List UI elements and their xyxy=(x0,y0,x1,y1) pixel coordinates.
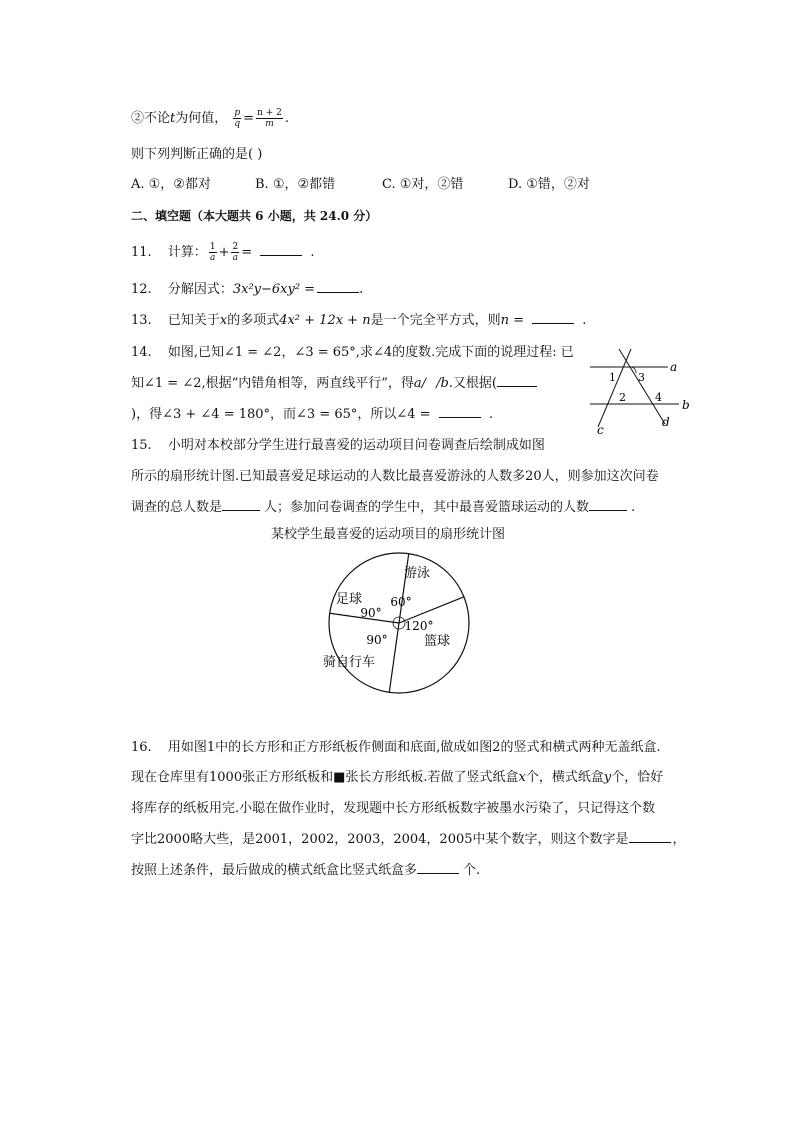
equals-sign: = xyxy=(243,111,255,126)
fraction-n-plus-2-over-m xyxy=(256,108,283,129)
q10-statement-2 xyxy=(131,108,289,129)
q10-mid-text: 为何值， xyxy=(175,111,228,126)
q15-line-1 xyxy=(131,436,545,456)
q16-text-5a: 按照上述条件，最后做成的横式纸盒比竖式纸盒多 xyxy=(131,863,418,878)
option-b[interactable]: B. ①，②都错 xyxy=(255,177,336,192)
q15-text-3a: 调查的总人数是 xyxy=(131,500,223,515)
q16-line-1 xyxy=(131,738,661,758)
q14-line-2 xyxy=(131,374,537,394)
q11 xyxy=(131,242,315,263)
pie-slice-label: 足球 xyxy=(335,592,363,607)
q16-number-blank[interactable] xyxy=(629,830,671,843)
fraction-p-over-q xyxy=(233,108,241,129)
q16-line-3: 将库存的纸板用完.小聪在做作业时，发现题中长方形纸板数字被墨水污染了，只记得这个数 xyxy=(131,801,656,816)
option-a[interactable]: A. ①，②都对 xyxy=(131,177,211,192)
pie-angle-label: 60° xyxy=(390,595,412,609)
pie-angle-label: 90° xyxy=(360,606,382,620)
q14-line-3 xyxy=(131,405,493,425)
frac-den: a xyxy=(232,253,239,263)
frac-num: 1 xyxy=(209,242,216,252)
option-c[interactable]: C. ①对，②错 xyxy=(382,177,464,192)
pie-slice-label: 骑自行车 xyxy=(322,655,376,670)
q14-parallel-lines-figure xyxy=(584,344,694,434)
q12-prefix: 分解因式： xyxy=(167,282,233,297)
q10-var-t: t xyxy=(170,111,176,126)
frac-den: m xyxy=(265,119,274,129)
frac-num: p xyxy=(234,108,241,118)
q15-basketball-blank[interactable] xyxy=(589,498,627,511)
plus-sign: + xyxy=(218,245,230,260)
pie-slice-label: 游泳 xyxy=(403,566,431,581)
q14-text-1: 如图,已知∠1 = ∠2，∠3 = 65°,求∠4的度数.完成下面的说理过程: 已 xyxy=(167,345,574,360)
q15-line-3 xyxy=(131,498,635,518)
q13 xyxy=(131,311,586,331)
q16-text-2b: 个，横式纸盒 xyxy=(525,770,604,785)
frac-den: a xyxy=(210,253,216,263)
q14-a-parallel: a/ xyxy=(413,376,427,391)
period: . xyxy=(488,407,493,422)
q16-text-2a: 现在仓库里有1000张正方形纸板和■张长方形纸板.若做了竖式纸盒 xyxy=(131,770,519,785)
q16-line-4 xyxy=(131,830,686,850)
question-number: 14. xyxy=(131,345,152,360)
label-angle-4: 4 xyxy=(655,391,662,404)
q13-answer-blank[interactable] xyxy=(532,311,574,324)
q12-expression: 3x²y−6xy² = xyxy=(232,282,316,297)
period: . xyxy=(284,111,290,126)
pie-chart xyxy=(319,550,479,696)
q11-prefix: 计算： xyxy=(167,245,207,260)
q14-answer-blank[interactable] xyxy=(439,405,481,418)
q13-var-n: n xyxy=(500,313,509,328)
label-angle-2: 2 xyxy=(619,391,626,404)
q16-text-2c: 个，恰好 xyxy=(611,770,664,785)
label-c: c xyxy=(597,423,604,434)
q14-reason-blank[interactable] xyxy=(497,374,537,387)
pie-slice-boundary xyxy=(399,554,409,623)
question-number: 15. xyxy=(131,438,152,453)
equals-sign: = xyxy=(241,245,253,260)
q14-text-3: )，得∠3 + ∠4 = 180°，而∠3 = 65°，所以∠4 = xyxy=(131,407,431,422)
frac-num: n + 2 xyxy=(257,108,282,118)
q15-total-blank[interactable] xyxy=(222,498,260,511)
q13-expression: 4x² + 12x + n xyxy=(279,313,371,328)
period: . xyxy=(359,282,364,297)
q16-difference-blank[interactable] xyxy=(417,861,459,874)
q16-var-x: x xyxy=(518,770,526,785)
q10-prompt: 则下列判断正确的是( ) xyxy=(131,147,263,162)
q15-text-3b: 人；参加问卷调查的学生中，其中最喜爱篮球运动的人数 xyxy=(264,500,590,515)
q13-text-b: 的多项式 xyxy=(227,313,280,328)
q15-text-1: 小明对本校部分学生进行最喜爱的运动项目问卷调查后绘制成如图 xyxy=(167,438,545,453)
q13-var-x: x xyxy=(219,313,228,328)
period: . xyxy=(582,313,587,328)
period: . xyxy=(310,245,315,260)
q13-text-c: 是一个完全平方式，则 xyxy=(370,313,501,328)
pie-angle-label: 90° xyxy=(366,633,388,647)
equals-sign: = xyxy=(508,313,529,328)
option-d[interactable]: D. ①错，②对 xyxy=(508,177,590,192)
q11-answer-blank[interactable] xyxy=(260,243,302,256)
q13-text-a: 已知关于 xyxy=(167,313,220,328)
q10-item-label: ②不论 xyxy=(131,111,171,126)
pie-slice-label: 篮球 xyxy=(423,634,451,649)
fraction-2-over-a xyxy=(231,242,239,263)
label-angle-3: 3 xyxy=(638,371,645,384)
label-a: a xyxy=(670,360,678,374)
question-number: 12. xyxy=(131,282,152,297)
chart-title: 某校学生最喜爱的运动项目的扇形统计图 xyxy=(271,527,506,542)
q14-text-2d: .又根据( xyxy=(448,376,497,391)
q14-b: /b xyxy=(436,376,449,391)
frac-den: q xyxy=(234,119,241,129)
frac-num: 2 xyxy=(232,242,239,252)
period: . xyxy=(631,500,636,515)
q12-answer-blank[interactable] xyxy=(317,280,359,293)
label-d: d xyxy=(662,415,670,429)
comma: ， xyxy=(672,832,686,847)
q16-text-5b: 个. xyxy=(463,863,481,878)
q16-text-4: 字比2000略大些，是2001，2002，2003，2004，2005中某个数字，则这个数字是 xyxy=(131,832,629,847)
q14-text-2a: 知∠1 = ∠2,根据“内错角相等，两直线平行”，得 xyxy=(131,376,414,391)
q16-line-5 xyxy=(131,861,480,881)
pie-angle-label: 120° xyxy=(404,619,434,633)
q12 xyxy=(131,280,363,300)
pie-slice-boundary xyxy=(389,623,399,692)
question-number: 16. xyxy=(131,740,152,755)
q14-line-1 xyxy=(131,343,574,363)
q16-var-y: y xyxy=(603,770,612,785)
label-b: b xyxy=(682,398,690,412)
q16-line-2 xyxy=(131,768,663,788)
q16-text-1: 用如图1中的长方形和正方形纸板作侧面和底面,做成如图2的竖式和横式两种无盖纸盒. xyxy=(167,740,661,755)
question-number: 11. xyxy=(131,245,152,260)
fraction-1-over-a xyxy=(209,242,217,263)
line-d xyxy=(619,349,665,424)
question-number: 13. xyxy=(131,313,152,328)
section-2-heading: 二、填空题（本大题共 6 小题，共 24.0 分） xyxy=(131,209,378,223)
q15-line-2: 所示的扇形统计图.已知最喜爱足球运动的人数比最喜爱游泳的人数多20人，则参加这次问卷 xyxy=(131,469,659,484)
label-angle-1: 1 xyxy=(609,371,616,384)
